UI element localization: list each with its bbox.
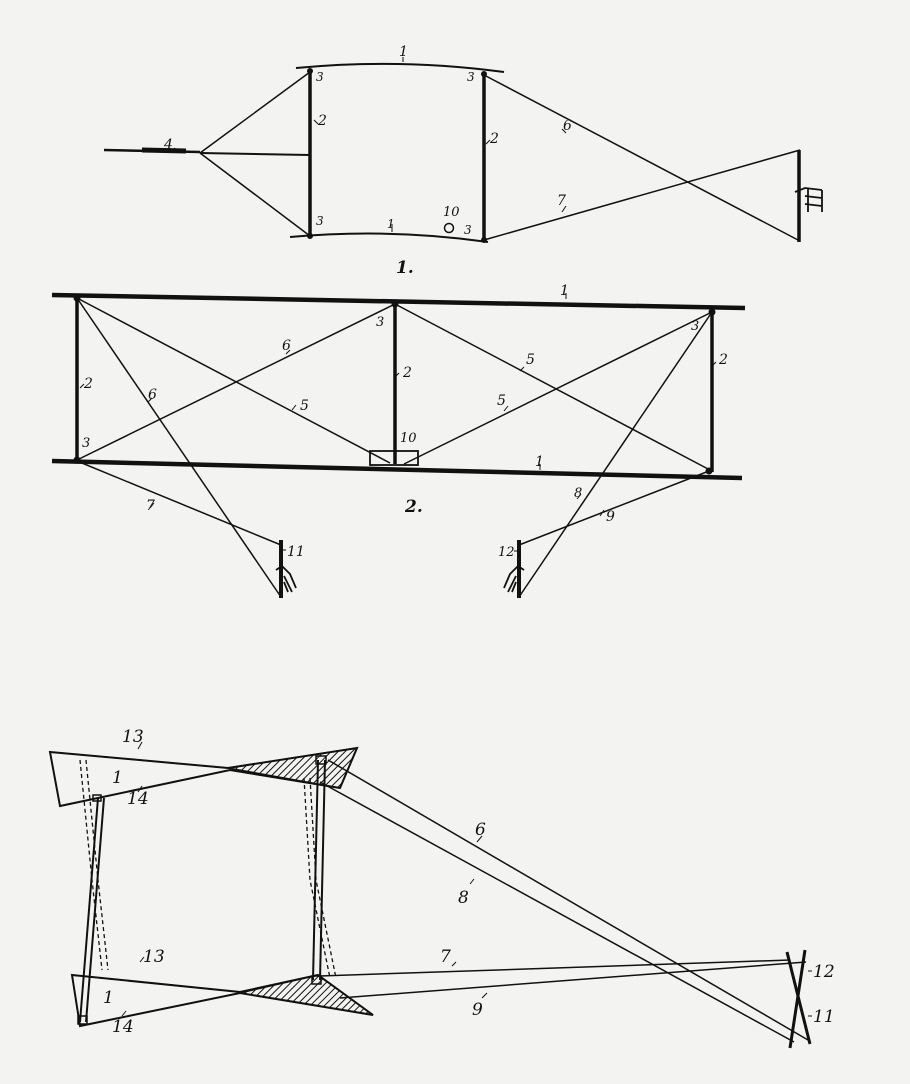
fig2-cable-6a [77,304,395,460]
fig3-label-7: 7 [440,947,451,967]
fig3-label-1a: 1 [112,768,123,788]
fig1-label-4: 4 [164,137,173,153]
fig2-label-3a: 3 [376,315,385,330]
fig2-label-7: 7 [146,498,155,514]
fig3-label-8: 8 [458,888,469,908]
fig1-node-10 [445,224,454,233]
fig3-label-13a: 13 [122,727,144,747]
fig1-label-2a: 2 [318,113,327,129]
fig1-label-3a: 3 [316,70,324,84]
fig2-label-10: 10 [400,431,417,446]
fig2-cable-6b [77,298,281,597]
fig2-label-1b: 1 [535,454,544,470]
fig1-brace-lower [200,153,310,236]
fig3-lower-hatched-tip [240,975,373,1015]
fig1-label-6: 6 [563,118,572,134]
fig2-cable-8 [519,312,712,597]
figure-1-labels [163,44,572,278]
fig2-label-2a: 2 [84,376,93,392]
fig3-label-1b: 1 [103,988,114,1008]
figure-3 [50,742,812,1048]
fig1-skid-link [200,153,310,155]
fig2-cable-5a [77,298,390,463]
fig3-label-6: 6 [475,820,486,840]
fig2-label-5c: 5 [497,393,506,409]
fig3-label-12: 12 [813,962,835,982]
fig2-label-6b: 6 [282,338,291,354]
fig2-label-6a: 6 [148,387,157,403]
fig2-label-11: 11 [287,544,305,560]
fig1-label-10: 10 [443,205,460,220]
fig1-brace-upper [200,72,310,153]
fig1-label-3b: 3 [467,70,475,84]
fig2-cable-5c [404,312,712,464]
fig2-label-1a: 1 [560,283,569,299]
fig3-cable-6 [328,760,808,1040]
fig1-label-3c: 3 [316,214,324,228]
fig3-label-11: 11 [813,1007,835,1027]
fig2-label-12: 12 [498,545,515,560]
fig2-label-5a: 5 [300,398,309,414]
fig3-strut-left-dashed [80,760,108,970]
fig3-label-9: 9 [472,1000,483,1020]
fig2-label-2c: 2 [719,352,728,368]
fig1-number: 1. [396,258,414,278]
fig2-label-9: 9 [606,509,615,525]
fig3-upper-hatched-tip [228,748,357,788]
fig2-label-3c: 3 [82,436,91,451]
fig2-number: 2. [405,497,423,517]
fig2-cable-9 [519,471,709,545]
fig2-label-2b: 2 [403,365,412,381]
fig2-label-3b: 3 [691,319,700,334]
figure-1 [104,57,822,243]
fig1-label-7: 7 [557,193,566,209]
fig1-label-2b: 2 [490,131,499,147]
figure-2 [52,293,745,598]
fig1-label-1a: 1 [399,44,408,60]
fig2-label-8: 8 [574,486,583,501]
fig2-cable-7 [77,461,281,545]
fig1-cable-6 [484,75,798,240]
figure-2-labels [82,283,728,560]
fig1-lower-surface [290,233,488,242]
fig2-lower-plane [52,461,742,478]
fig2-label-5b: 5 [526,352,535,368]
fig1-label-1b: 1 [387,217,395,231]
fig3-cable-8 [320,782,794,1042]
fig1-label-3d: 3 [464,223,472,237]
fig3-label-13b: 13 [143,947,165,967]
fig3-label-14a: 14 [127,789,149,809]
fig3-label-14b: 14 [112,1017,134,1037]
fig1-cable-7 [484,150,800,240]
